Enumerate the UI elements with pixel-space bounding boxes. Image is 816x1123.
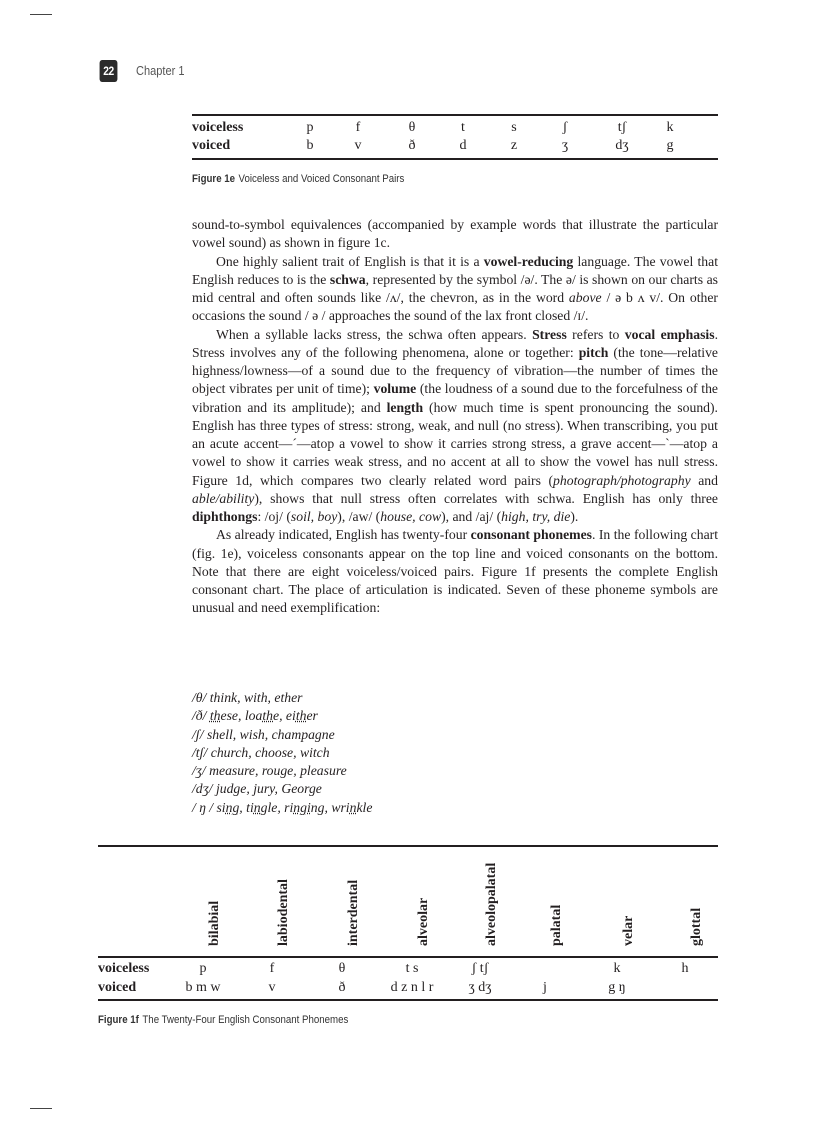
- paragraph: [192, 526, 718, 617]
- text-run: kle: [356, 799, 373, 815]
- text-run: refers to: [566, 326, 625, 342]
- text-run: schwa: [329, 271, 366, 287]
- text-run: e, ei: [273, 708, 296, 724]
- table-cell: θ: [408, 120, 416, 135]
- running-head: Chapter 1: [136, 63, 185, 78]
- text-run: able/ability: [192, 490, 255, 506]
- text-run: ng, wri: [310, 799, 350, 815]
- table-cell: θ: [338, 961, 346, 976]
- example-item: [192, 780, 372, 798]
- row-label: voiced: [98, 980, 137, 995]
- table-bottom-rule: [192, 158, 718, 160]
- example-item: [192, 689, 372, 707]
- paragraph: [192, 216, 718, 253]
- crop-mark-top: [30, 14, 52, 15]
- example-item: [192, 726, 372, 744]
- text-run: pitch: [578, 344, 609, 360]
- text-run: One highly salient trait of English is that it is a: [216, 253, 484, 269]
- column-header: [675, 846, 704, 946]
- table-cell: j: [543, 980, 547, 995]
- table-cell: dʒ: [615, 138, 629, 153]
- column-header-label: velar: [621, 915, 636, 946]
- text-run: diphthongs: [192, 509, 258, 524]
- text-run: Stress: [532, 326, 567, 342]
- table-cell: g: [666, 138, 674, 153]
- figure-1e-caption: [192, 173, 404, 185]
- example-item: [192, 762, 372, 780]
- text-run: /ð/: [192, 708, 210, 724]
- caption-label: Figure 1f: [98, 1014, 139, 1026]
- table-cell: k: [613, 961, 621, 976]
- text-run: above: [568, 290, 602, 305]
- text-run: , ti: [239, 799, 254, 815]
- column-header-label: interdental: [346, 879, 361, 946]
- text-run: th: [209, 708, 221, 724]
- column-header-label: alveolar: [416, 897, 431, 946]
- table-cell: p: [199, 961, 207, 976]
- table-cell: ð: [338, 980, 346, 995]
- text-run: th: [295, 708, 307, 724]
- paragraph: [192, 253, 718, 326]
- page-number: 22: [100, 60, 118, 82]
- table-cell: ʃ: [562, 120, 568, 135]
- text-run: (the loudness of a sound due to the forcefulness of the vibration and its amplitude); and: [192, 381, 718, 415]
- text-run: soil, boy: [290, 509, 338, 524]
- example-item: [192, 744, 372, 762]
- crop-mark-bottom: [30, 1108, 52, 1109]
- column-header-label: bilabial: [207, 900, 222, 946]
- text-run: ), /aw/ (: [337, 509, 381, 524]
- example-list: [192, 689, 372, 817]
- table-cell: p: [306, 120, 314, 135]
- text-run: As already indicated, English has twenty-four: [216, 527, 471, 543]
- text-run: ngi: [293, 799, 311, 815]
- text-run: th: [262, 708, 273, 724]
- text-run: er: [306, 708, 318, 724]
- text-run: /tʃ/ church, choose, witch: [192, 744, 330, 760]
- table-cell: k: [666, 120, 674, 135]
- text-run: vocal emphasis: [624, 326, 715, 342]
- table-cell: ʃ tʃ: [471, 961, 489, 976]
- text-run: ), and /aj/ (: [441, 509, 502, 524]
- text-run: , represented by the symbol /ə/. The ə/ is shown on our charts as mid central and often sounds like /ʌ/, the chevron, as in the word: [192, 271, 718, 305]
- text-run: and: [690, 472, 718, 488]
- table-cell: d: [459, 138, 467, 153]
- text-run: house, cow: [380, 509, 442, 524]
- column-header: [402, 846, 431, 946]
- text-run: (the tone—relative highness/lowness—of a sound due to the frequency of vibration—the number of times the object vibrates per unit of time);: [192, 344, 718, 397]
- text-run: /ʒ/ measure, rouge, pleasure: [192, 763, 347, 779]
- table-cell: b m w: [185, 980, 221, 995]
- text-run: vowel-reducing: [483, 253, 574, 269]
- text-run: / ə b ʌ v/. On other occasions the sound / ə / approaches the sound of the lax front closed /ɪ/.: [192, 290, 718, 324]
- table-cell: s: [511, 120, 517, 135]
- text-run: (how much time is spent pronouncing the sound). English has three types of stress: strong, weak, and null (no stress). When transcribing, you put an acute accent—´—atop a vowel to show it carries strong stress, a grave accent—`—atop a vowel to show it carries weak stress, and no accent at all to show the vowel has null stress. Figure 1d, which compares two clearly related word pairs (: [192, 399, 718, 488]
- table-bottom-rule: [98, 999, 718, 1001]
- table-cell: g ŋ: [608, 980, 626, 995]
- table-cell: d z n l r: [390, 980, 434, 995]
- column-header-label: alveolopalatal: [484, 862, 499, 946]
- table-cell: z: [510, 138, 518, 153]
- table-cell: v: [354, 138, 362, 153]
- text-run: gle, ri: [260, 799, 294, 815]
- table-cell: f: [355, 120, 361, 135]
- text-run: volume: [373, 381, 417, 397]
- column-header-label: glottal: [689, 907, 704, 946]
- table-cell: h: [681, 961, 689, 976]
- table-cell: t s: [405, 961, 419, 976]
- text-run: /θ/ think, with, ether: [192, 690, 303, 705]
- example-item: [192, 707, 372, 725]
- caption-text: The Twenty-Four English Consonant Phonemes: [142, 1014, 349, 1026]
- table-cell: b: [306, 138, 314, 153]
- text-run: length: [386, 399, 424, 415]
- text-run: ), shows that null stress often correlates with schwa. English has only three: [254, 490, 718, 506]
- body-text: [192, 216, 718, 618]
- column-header-label: labiodental: [276, 879, 291, 946]
- text-run: consonant phonemes: [470, 527, 592, 543]
- text-run: . In the following chart (fig. 1e), voiceless consonants appear on the top line and voiced consonants on the bottom. Note that there are eight voiceless/voiced pairs. Figure 1f presents the complete English consonant chart. The place of articulation is indicated. Seven of these phoneme symbols are unusual and need exemplification:: [192, 527, 719, 616]
- table-cell: t: [461, 120, 465, 135]
- text-run: photograph/photography: [553, 472, 691, 488]
- text-run: ese, loa: [220, 708, 263, 724]
- column-header: [262, 846, 291, 946]
- caption-text: Voiceless and Voiced Consonant Pairs: [238, 173, 405, 185]
- table-header-rule: [98, 956, 718, 958]
- table-cell: tʃ: [617, 120, 627, 135]
- text-run: n: [253, 799, 261, 815]
- row-label: voiceless: [98, 961, 150, 976]
- example-item: [192, 799, 372, 817]
- table-cell: v: [268, 980, 276, 995]
- text-run: : /oj/ (: [257, 509, 291, 524]
- table-cell: ʒ: [561, 138, 569, 153]
- figure-1f-caption: [98, 1014, 348, 1026]
- column-header: [193, 846, 222, 946]
- text-run: ng: [225, 799, 240, 815]
- table-cell: ʒ dʒ: [468, 980, 492, 995]
- row-label: voiced: [192, 138, 231, 153]
- text-run: /dʒ/ judge, jury, George: [192, 781, 322, 797]
- column-header: [332, 846, 361, 946]
- table-cell: f: [269, 961, 275, 976]
- text-run: language. The vowel that English reduces to is the: [192, 253, 718, 287]
- text-run: . Stress involves any of the following phenomena, alone or together:: [192, 326, 718, 360]
- text-run: / ŋ / si: [192, 799, 226, 815]
- table-top-rule: [192, 114, 718, 116]
- column-header: [470, 846, 499, 946]
- text-run: high, try, die: [501, 509, 571, 524]
- column-header-label: palatal: [549, 904, 564, 946]
- column-header: [607, 846, 636, 946]
- caption-label: Figure 1e: [192, 173, 236, 185]
- table-cell: ð: [408, 138, 416, 153]
- text-run: When a syllable lacks stress, the schwa often appears.: [216, 326, 533, 342]
- row-label: voiceless: [192, 120, 244, 135]
- text-run: ).: [570, 509, 579, 524]
- paragraph: [192, 326, 718, 527]
- text-run: n: [349, 799, 357, 815]
- column-header: [535, 846, 564, 946]
- text-run: /ʃ/ shell, wish, champagne: [192, 726, 335, 742]
- text-run: sound-to-symbol equivalences (accompanied by example words that illustrate the particular vowel sound) as shown in figure 1c.: [192, 217, 718, 251]
